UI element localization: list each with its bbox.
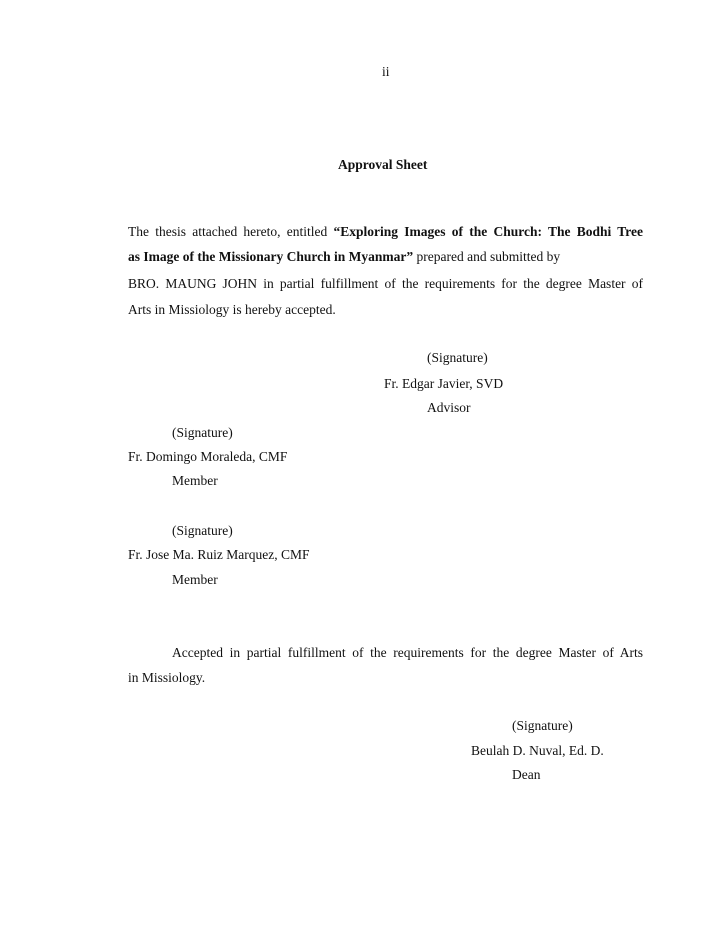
paragraph-line-4: Arts in Missiology is hereby accepted. <box>128 302 336 317</box>
paragraph-line-2 <box>128 249 643 265</box>
dean-signature: (Signature) <box>512 718 573 733</box>
paragraph-line-2-text: prepared and submitted by <box>413 249 561 264</box>
dean-name: Beulah D. Nuval, Ed. D. <box>471 743 604 758</box>
member2-signature: (Signature) <box>172 523 233 538</box>
member1-name: Fr. Domingo Moraleda, CMF <box>128 449 288 464</box>
member2-name: Fr. Jose Ma. Ruiz Marquez, CMF <box>128 547 310 562</box>
acceptance-line-2: in Missiology. <box>128 670 206 685</box>
member2-role: Member <box>172 572 218 587</box>
thesis-title-part-2: as Image of the Missionary Church in Myanmar” <box>128 249 414 264</box>
page-title: Approval Sheet <box>338 157 428 172</box>
member1-role: Member <box>172 473 218 488</box>
thesis-title-part-1: “Exploring Images of the Church: The Bodhi Tree <box>333 224 643 239</box>
paragraph-line-1 <box>128 224 643 240</box>
paragraph-line-1-text: The thesis attached hereto, entitled <box>128 224 334 239</box>
page-number: ii <box>382 64 390 79</box>
advisor-name: Fr. Edgar Javier, SVD <box>384 376 504 391</box>
advisor-role: Advisor <box>427 400 471 415</box>
dean-role: Dean <box>512 767 541 782</box>
member1-signature: (Signature) <box>172 425 233 440</box>
advisor-signature: (Signature) <box>427 350 488 365</box>
acceptance-line-1: Accepted in partial fulfillment of the requirements for the degree Master of Arts <box>172 645 643 660</box>
paragraph-line-3: BRO. MAUNG JOHN in partial fulfillment of the requirements for the degree Master of <box>128 276 643 291</box>
